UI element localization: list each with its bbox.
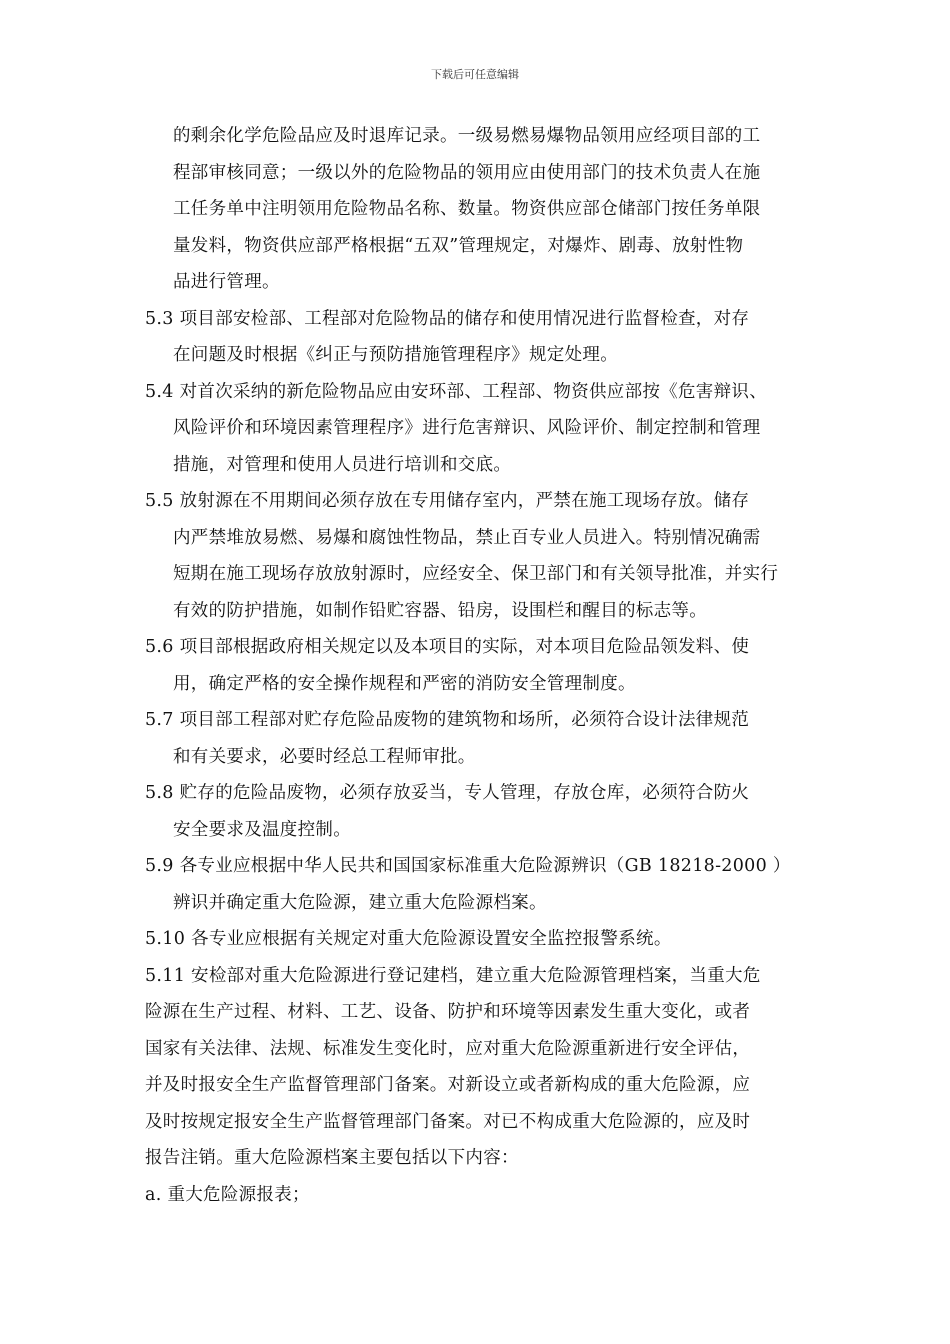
text-line: 和有关要求，必要时经总工程师审批。 [173,746,476,767]
text-line: 5.8 贮存的危险品废物，必须存放妥当，专人管理，存放仓库，必须符合防火 [145,783,750,803]
page-header: 下载后可任意编辑 [431,68,519,81]
document-body [145,118,835,1213]
text-line: 工任务单中注明领用危险物品名称、数量。物资供应部仓储部门按任务单限 [173,199,761,219]
text-line: 辨识并确定重大危险源，建立重大危险源档案。 [173,892,547,913]
text-line: 5.3 项目部安检部、工程部对危险物品的储存和使用情况进行监督检查，对存 [145,308,750,329]
text-line: 风险评价和环境因素管理程序》进行危害辩识、风险评价、制定控制和管理 [173,418,761,438]
text-line: 措施，对管理和使用人员进行培训和交底。 [173,454,512,475]
text-line: 的剩余化学危险品应及时退库记录。一级易燃易爆物品领用应经项目部的工 [173,126,761,146]
text-line: 险源在生产过程、材料、工艺、设备、防护和环境等因素发生重大变化，或者 [145,1002,751,1022]
text-line: 短期在施工现场存放放射源时，应经安全、保卫部门和有关领导批准，并实行 [173,564,779,584]
text-line: 5.7 项目部工程部对贮存危险品废物的建筑物和场所，必须符合设计法律规范 [145,710,750,730]
text-line: 5.9 各专业应根据中华人民共和国国家标准重大危险源辨识（GB 18218-2000 ） [145,856,791,876]
text-line: 5.11 安检部对重大危险源进行登记建档，建立重大危险源管理档案，当重大危 [145,965,761,986]
text-line: 5.4 对首次采纳的新危险物品应由安环部、工程部、物资供应部按《危害辩识、 [145,381,767,402]
text-line: 国家有关法律、法规、标准发生变化时，应对重大危险源重新进行安全评估， [145,1038,751,1059]
text-line: 在问题及时根据《纠正与预防措施管理程序》规定处理。 [173,345,618,365]
text-line: 量发料，物资供应部严格根据“五双”管理规定，对爆炸、剧毒、放射性物 [173,235,744,256]
text-line: 安全要求及温度控制。 [173,819,351,840]
text-line: 品进行管理。 [173,272,280,292]
text-line: a. 重大危险源报表； [145,1184,310,1205]
text-line: 用，确定严格的安全操作规程和严密的消防安全管理制度。 [173,673,636,694]
text-line: 有效的防护措施，如制作铅贮容器、铅房，设围栏和醒目的标志等。 [173,600,707,621]
text-line: 5.10 各专业应根据有关规定对重大危险源设置安全监控报警系统。 [145,929,672,949]
text-line: 内严禁堆放易燃、易爆和腐蚀性物品，禁止百专业人员进入。特别情况确需 [173,527,761,548]
text-line: 程部审核同意；一级以外的危险物品的领用应由使用部门的技术负责人在施 [173,162,761,183]
text-line: 及时按规定报安全生产监督管理部门备案。对已不构成重大危险源的，应及时 [145,1111,751,1132]
text-line: 5.5 放射源在不用期间必须存放在专用储存室内，严禁在施工现场存放。储存 [145,491,750,511]
text-line: 报告注销。重大危险源档案主要包括以下内容： [145,1148,519,1168]
text-line: 5.6 项目部根据政府相关规定以及本项目的实际，对本项目危险品领发料、使 [145,637,750,657]
text-line: 并及时报安全生产监督管理部门备案。对新设立或者新构成的重大危险源，应 [145,1075,751,1095]
